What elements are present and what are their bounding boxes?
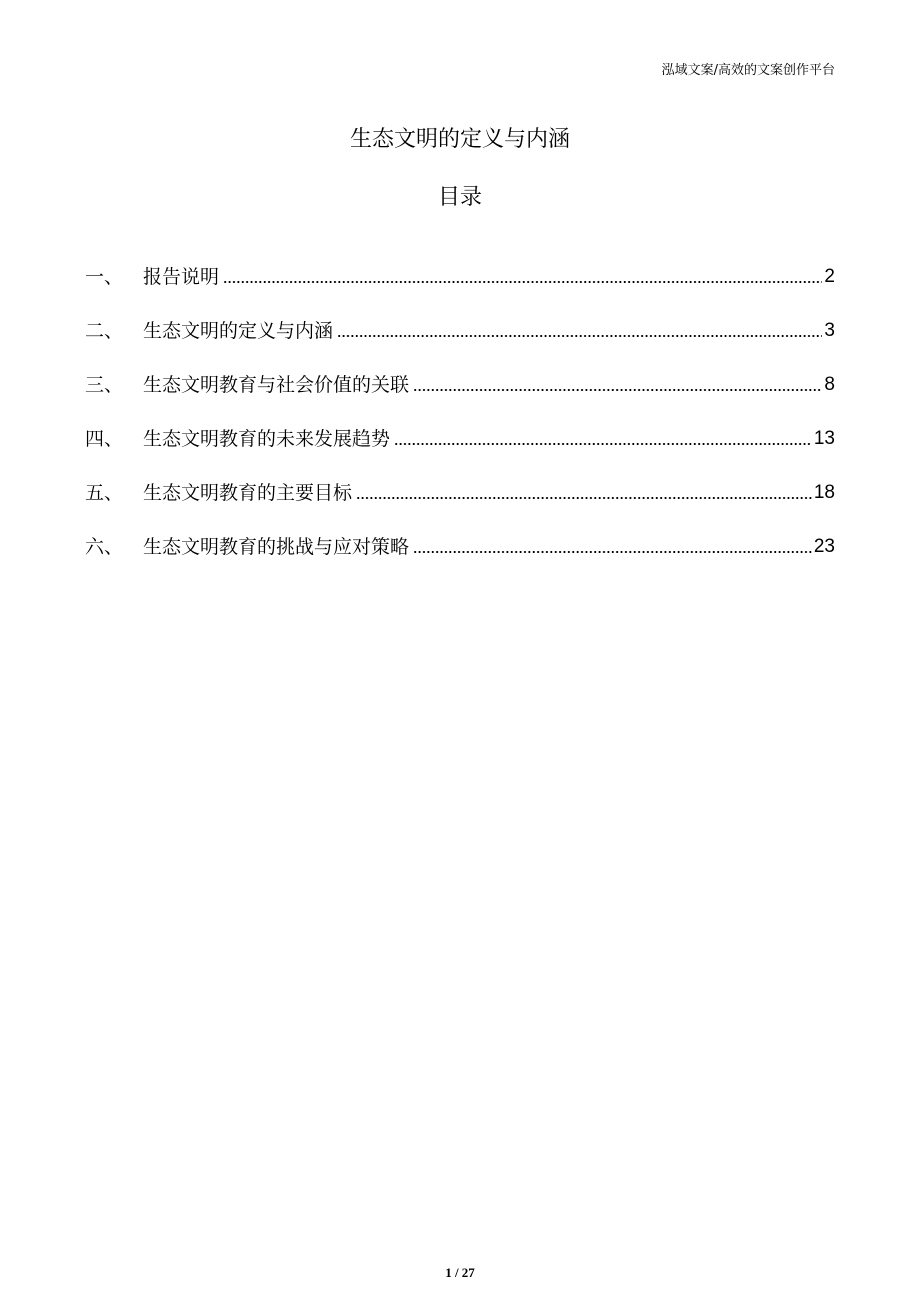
dot-leader [337,332,822,338]
dot-leader [413,386,822,392]
toc-number: 一、 [85,266,124,288]
toc-entry-6[interactable] [85,507,835,561]
toc-entry-4[interactable] [85,399,835,453]
toc-entry-2[interactable] [85,291,835,345]
toc-number: 四、 [85,428,124,450]
page-header: 泓域文案/高效的文案创作平台 [661,63,835,78]
dot-leader [394,440,812,446]
toc-page: 23 [813,536,835,557]
toc-page: 13 [813,428,835,449]
dot-leader [356,494,812,500]
toc-text: 报告说明 [143,266,220,288]
toc-number: 五、 [85,482,124,504]
toc-text: 生态文明教育的主要目标 [143,482,353,504]
dot-leader [413,548,812,554]
toc-page: 2 [824,266,835,287]
toc-text: 生态文明教育与社会价值的关联 [143,374,410,396]
toc-text: 生态文明的定义与内涵 [143,320,334,342]
toc-page: 18 [813,482,835,503]
toc-entry-1[interactable] [85,237,835,291]
dot-leader [223,278,822,284]
table-of-contents [85,237,835,561]
toc-number: 六、 [85,536,124,558]
page-indicator: 1 / 27 [445,1265,475,1280]
toc-page: 8 [824,374,835,395]
toc-heading: 目录 [437,185,482,210]
document-title: 生态文明的定义与内涵 [349,127,570,152]
toc-text: 生态文明教育的未来发展趋势 [143,428,391,450]
toc-number: 三、 [85,374,124,396]
toc-text: 生态文明教育的挑战与应对策略 [143,536,410,558]
toc-entry-3[interactable] [85,345,835,399]
toc-number: 二、 [85,320,124,342]
toc-page: 3 [824,320,835,341]
toc-entry-5[interactable] [85,453,835,507]
